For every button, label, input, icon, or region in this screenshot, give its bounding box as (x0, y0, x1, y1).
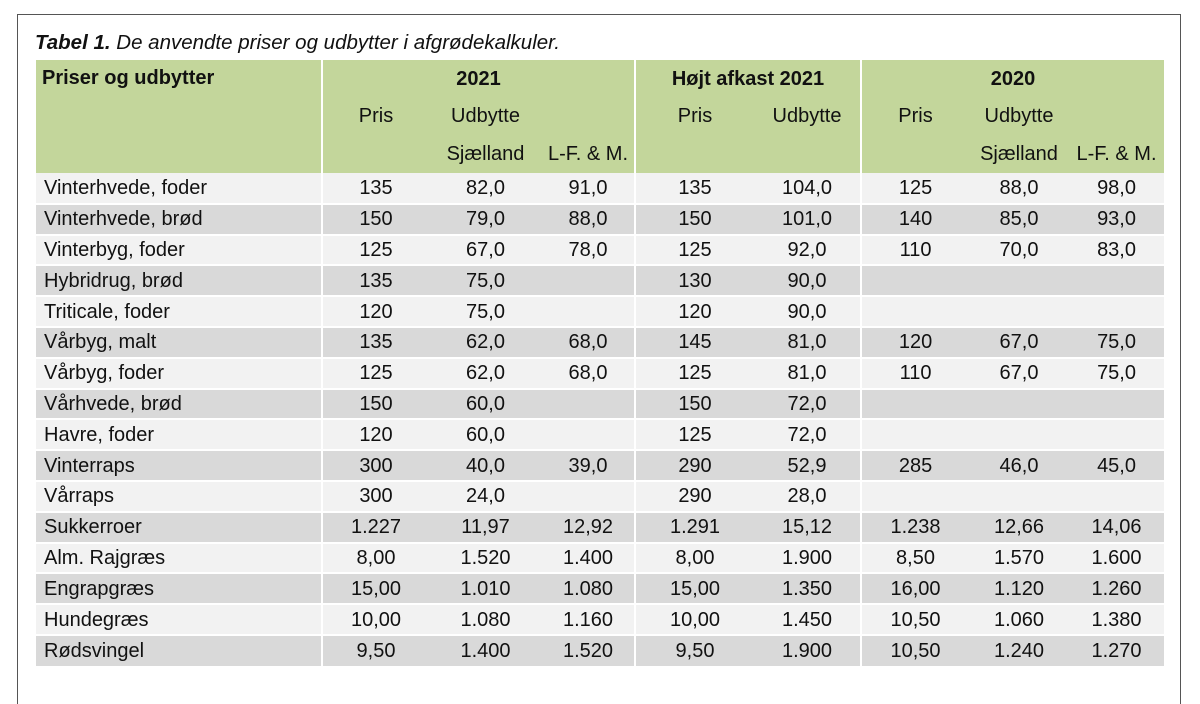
table-row (36, 512, 1164, 543)
table-cell: 75,0 (429, 265, 542, 296)
table-cell: 16,00 (861, 573, 969, 604)
crop-name: Vårraps (36, 481, 322, 512)
table-row (36, 573, 1164, 604)
table-cell: 75,0 (429, 296, 542, 327)
table-cell: 1.380 (1069, 604, 1164, 635)
table-row (36, 327, 1164, 358)
table-cell: 120 (322, 419, 429, 450)
table-cell: 1.260 (1069, 573, 1164, 604)
table-cell: 10,50 (861, 635, 969, 666)
table-cell: 15,00 (635, 573, 754, 604)
table-cell: 150 (635, 204, 754, 235)
col-udbytte-2020: Udbytte (984, 105, 1054, 127)
table-row (36, 296, 1164, 327)
table-cell: 67,0 (429, 235, 542, 266)
table-title: Priser og udbytter (42, 67, 215, 89)
table-cell: 81,0 (754, 327, 861, 358)
table-cell: 1.900 (754, 543, 861, 574)
table-cell: 125 (861, 173, 969, 204)
crop-name: Vinterhvede, brød (36, 204, 322, 235)
table-cell: 46,0 (969, 450, 1069, 481)
table-cell: 150 (635, 389, 754, 420)
table-cell: 120 (861, 327, 969, 358)
table-cell: 285 (861, 450, 969, 481)
table-cell: 140 (861, 204, 969, 235)
table-cell: 1.400 (429, 635, 542, 666)
group-header-2020: 2020 (861, 60, 1164, 97)
table-cell: 88,0 (542, 204, 635, 235)
table-cell: 125 (322, 358, 429, 389)
table-row (36, 419, 1164, 450)
table-cell (542, 265, 635, 296)
table-row (36, 450, 1164, 481)
table-cell (861, 296, 969, 327)
table-row (36, 635, 1164, 666)
table-row (36, 389, 1164, 420)
table-cell: 145 (635, 327, 754, 358)
col-sjaelland-2021: Sjælland (446, 143, 525, 165)
group-header-hojt-afkast-2021: Højt afkast 2021 (635, 60, 861, 97)
table-cell: 290 (635, 481, 754, 512)
table-cell: 45,0 (1069, 450, 1164, 481)
table-row (36, 481, 1164, 512)
table-caption (35, 31, 560, 55)
table-cell: 12,66 (969, 512, 1069, 543)
table-cell: 90,0 (754, 296, 861, 327)
table-cell: 75,0 (1069, 358, 1164, 389)
table-cell (861, 419, 969, 450)
table-cell: 300 (322, 481, 429, 512)
table-cell (1069, 419, 1164, 450)
table-cell: 1.060 (969, 604, 1069, 635)
table-cell: 130 (635, 265, 754, 296)
table-cell: 8,50 (861, 543, 969, 574)
table-cell: 9,50 (635, 635, 754, 666)
table-cell: 68,0 (542, 358, 635, 389)
table-cell: 120 (322, 296, 429, 327)
table-cell: 82,0 (466, 176, 505, 199)
table-cell: 9,50 (322, 635, 429, 666)
table-row (36, 204, 1164, 235)
col-lfm-2021: L-F. & M. (547, 143, 628, 165)
col-udbytte-2021: Udbytte (451, 105, 520, 127)
table-cell: 28,0 (754, 481, 861, 512)
table-cell: 1.450 (754, 604, 861, 635)
col-sjaelland-2020: Sjælland (980, 143, 1058, 165)
table-cell: 290 (635, 450, 754, 481)
table-cell: 150 (322, 204, 429, 235)
table-cell: 60,0 (429, 419, 542, 450)
table-cell: 83,0 (1069, 235, 1164, 266)
table-cell: 300 (322, 450, 429, 481)
table-cell: 72,0 (754, 419, 861, 450)
table-row (36, 173, 1164, 204)
table-cell: 8,00 (635, 543, 754, 574)
table-cell (1069, 389, 1164, 420)
table-body (36, 173, 1164, 666)
table-cell (969, 296, 1069, 327)
table-cell: 135 (322, 327, 429, 358)
table-cell: 93,0 (1069, 204, 1164, 235)
table-cell: 60,0 (429, 389, 542, 420)
table-cell: 1.238 (861, 512, 969, 543)
table-cell (1069, 296, 1164, 327)
table-cell: 135 (322, 173, 429, 204)
caption-text: De anvendte priser og udbytter i afgrødekalkuler. (110, 31, 560, 54)
crop-name: Hybridrug, brød (36, 265, 322, 296)
table-cell: 40,0 (429, 450, 542, 481)
table-cell (861, 481, 969, 512)
caption-label: Tabel 1. (35, 31, 111, 54)
col-pris-hojt-afkast: Pris (635, 97, 754, 135)
table-cell: 52,9 (754, 450, 861, 481)
table-cell: 8,00 (322, 543, 429, 574)
crop-name: Vårbyg, foder (36, 358, 322, 389)
table-cell: 88,0 (999, 176, 1039, 199)
table-cell (1069, 481, 1164, 512)
table-cell (861, 265, 969, 296)
table-cell (969, 265, 1069, 296)
group-header-2021: 2021 (322, 60, 635, 97)
table-cell: 110 (861, 358, 969, 389)
table-row (36, 235, 1164, 266)
table-cell: 24,0 (429, 481, 542, 512)
table-cell: 85,0 (969, 204, 1069, 235)
table-cell: 15,00 (322, 573, 429, 604)
table-cell (969, 389, 1069, 420)
table-cell: 1.350 (754, 573, 861, 604)
table-cell: 98,0 (1097, 176, 1136, 199)
table-cell (542, 481, 635, 512)
crop-name: Rødsvingel (36, 635, 322, 666)
table-cell: 1.600 (1069, 543, 1164, 574)
table-cell: 68,0 (542, 327, 635, 358)
table-cell: 70,0 (969, 235, 1069, 266)
table-cell: 10,00 (635, 604, 754, 635)
col-pris-2021: Pris (322, 97, 429, 135)
table-cell: 1.120 (969, 573, 1069, 604)
table-cell: 1.240 (969, 635, 1069, 666)
crop-name: Havre, foder (36, 419, 322, 450)
crop-name: Vinterraps (36, 450, 322, 481)
table-cell: 39,0 (542, 450, 635, 481)
table-cell: 1.570 (969, 543, 1069, 574)
col-lfm-2020: L-F. & M. (1076, 143, 1157, 165)
crop-name: Vårhvede, brød (36, 389, 322, 420)
table-cell: 79,0 (429, 204, 542, 235)
table-cell (542, 389, 635, 420)
table-row (36, 358, 1164, 389)
prices-yields-table (36, 60, 1164, 666)
crop-name: Triticale, foder (36, 296, 322, 327)
table-cell: 78,0 (542, 235, 635, 266)
table-cell: 110 (861, 235, 969, 266)
table-cell (969, 419, 1069, 450)
table-cell (542, 296, 635, 327)
table-cell: 1.080 (542, 573, 635, 604)
table-cell: 15,12 (754, 512, 861, 543)
table-cell: 11,97 (429, 512, 542, 543)
col-blank-2021 (542, 97, 635, 135)
table-cell: 62,0 (429, 358, 542, 389)
col-udbytte-hojt-afkast: Udbytte (772, 105, 842, 127)
col-blank-2020 (1069, 97, 1164, 135)
table-cell: 12,92 (542, 512, 635, 543)
table-cell (861, 389, 969, 420)
col-pris-2020: Pris (861, 97, 969, 135)
table-cell: 92,0 (754, 235, 861, 266)
table-cell: 135 (635, 173, 754, 204)
table-cell: 1.900 (754, 635, 861, 666)
table-cell: 125 (635, 235, 754, 266)
table-cell: 125 (635, 358, 754, 389)
table-cell: 91,0 (568, 176, 608, 199)
table-cell: 1.080 (429, 604, 542, 635)
table-cell: 135 (322, 265, 429, 296)
table-cell (1069, 265, 1164, 296)
table-cell: 75,0 (1069, 327, 1164, 358)
table-cell: 120 (635, 296, 754, 327)
table-cell: 101,0 (754, 204, 861, 235)
table-cell: 62,0 (429, 327, 542, 358)
table-cell: 81,0 (754, 358, 861, 389)
table-cell: 90,0 (754, 265, 861, 296)
crop-name: Vinterhvede, foder (44, 176, 208, 199)
crop-name: Vårbyg, malt (36, 327, 322, 358)
crop-name: Vinterbyg, foder (36, 235, 322, 266)
table-cell: 67,0 (969, 327, 1069, 358)
table-row (36, 604, 1164, 635)
table-cell: 1.010 (429, 573, 542, 604)
crop-name: Engrapgræs (36, 573, 322, 604)
table-cell: 1.227 (322, 512, 429, 543)
crop-name: Sukkerroer (36, 512, 322, 543)
table-cell: 150 (322, 389, 429, 420)
table-cell: 72,0 (754, 389, 861, 420)
table-cell (542, 419, 635, 450)
table-cell: 104,0 (781, 176, 833, 199)
table-cell: 1.520 (429, 543, 542, 574)
table-cell: 10,50 (861, 604, 969, 635)
table-cell: 14,06 (1069, 512, 1164, 543)
table-cell: 1.400 (542, 543, 635, 574)
table-cell: 1.270 (1069, 635, 1164, 666)
table-cell: 125 (635, 419, 754, 450)
table-cell: 125 (322, 235, 429, 266)
table-row (36, 265, 1164, 296)
table-cell (969, 481, 1069, 512)
crop-name: Alm. Rajgræs (36, 543, 322, 574)
crop-name: Hundegræs (36, 604, 322, 635)
table-row (36, 543, 1164, 574)
table-cell: 1.160 (542, 604, 635, 635)
table-cell: 1.520 (542, 635, 635, 666)
table-cell: 67,0 (969, 358, 1069, 389)
table-cell: 10,00 (322, 604, 429, 635)
table-cell: 1.291 (635, 512, 754, 543)
